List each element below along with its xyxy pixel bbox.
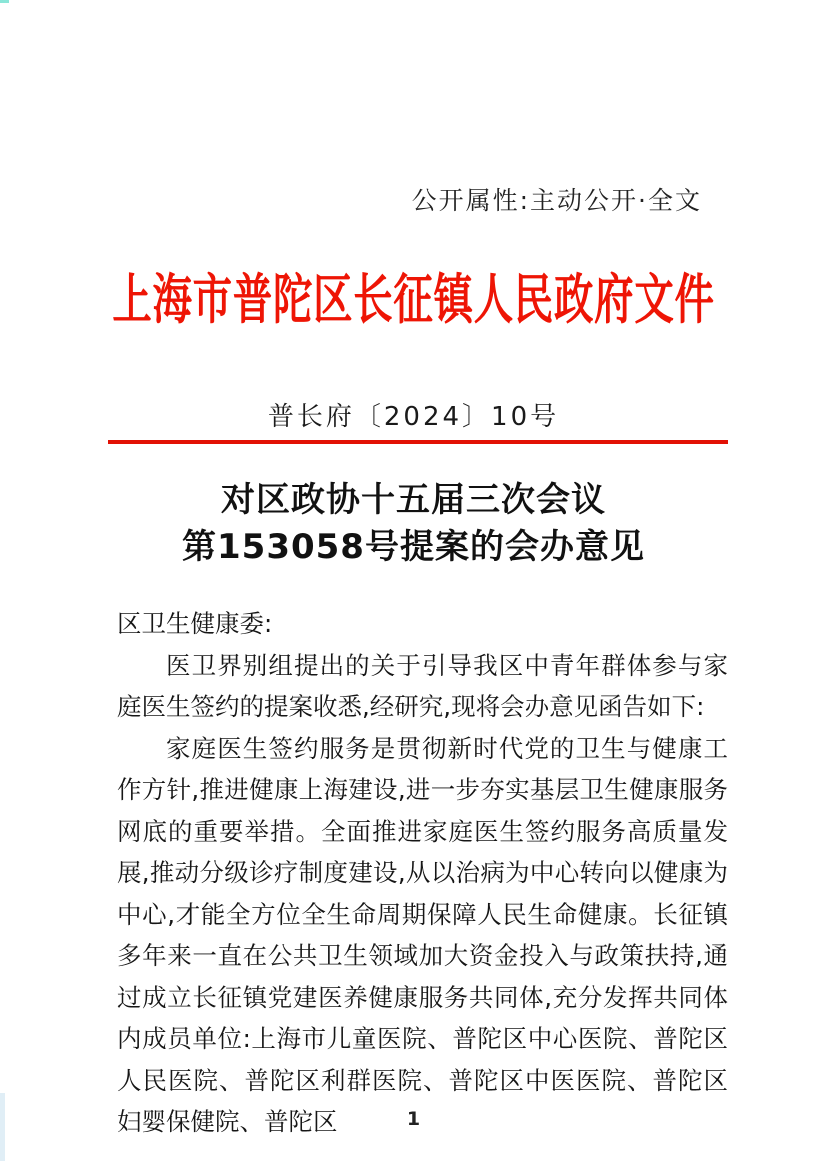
document-title-line-2: 第153058号提案的会办意见 [182, 527, 645, 567]
body-paragraph-2: 家庭医生签约服务是贯彻新时代党的卫生与健康工作方针,推进健康上海建设,进一步夯实基层卫生健康服务网底的重要举措。全面推进家庭医生签约服务高质量发展,推动分级诊疗制度建设,从以治病为中心转向以健康为中心,才能全方位全生命周期保障人民生命健康。长征镇多年来一直在公共卫生领域加大资金投入与政策扶持,通过成立长征镇党建医养健康服务共同体,充分发挥共同体内成员单位:上海市儿童医院、普陀区中心医院、普陀区人民医院、普陀区利群医院、普陀区中医医院、普陀区妇婴保健院、普陀区 [117, 733, 728, 1136]
document-number: 普长府〔2024〕10号 [267, 402, 560, 432]
scan-artifact-top-left [0, 0, 9, 3]
letterhead [0, 264, 827, 334]
page-number: 1 [406, 1108, 421, 1130]
publicity-attribute-line: 公开属性:主动公开·全文 [411, 186, 702, 215]
salutation: 区卫生健康委: [117, 609, 273, 638]
letterhead-title: 上海市普陀区长征镇人民政府文件 [112, 267, 715, 331]
body-paragraph-1: 医卫界别组提出的关于引导我区中青年群体参与家庭医生签约的提案收悉,经研究,现将会办意见函告如下: [117, 650, 728, 721]
document-title-line-1: 对区政协十五届三次会议 [221, 480, 606, 520]
document-title [0, 477, 827, 571]
red-separator-rule [108, 440, 728, 444]
document-body [117, 603, 728, 1143]
